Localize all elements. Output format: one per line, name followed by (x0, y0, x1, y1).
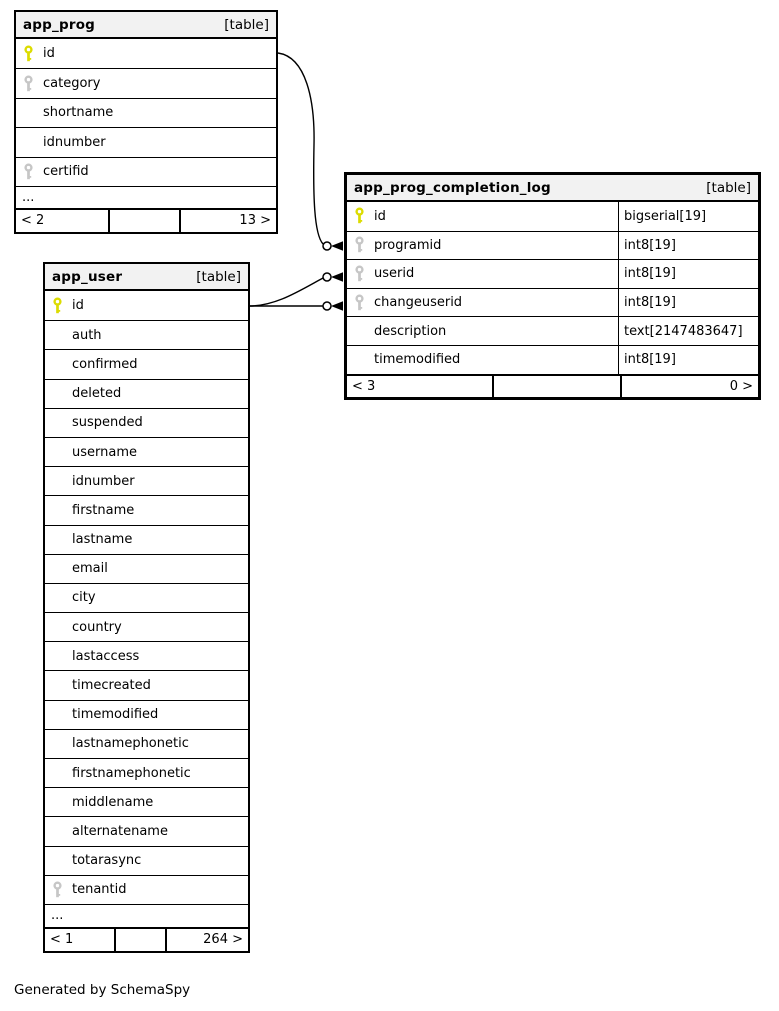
column-name-cell (45, 291, 248, 320)
column-name-cell (347, 346, 619, 374)
connector-app_prog-id-to-programid (278, 53, 323, 244)
table-name: app_prog (23, 16, 96, 33)
column-name-cell (45, 321, 248, 349)
connector-app_user-id-to-userid (249, 278, 323, 306)
footer-children-count: 13 > (179, 210, 276, 232)
column-name-cell (45, 409, 248, 437)
column-row-timemodified (45, 700, 248, 729)
column-name: timemodified (72, 707, 159, 723)
column-name-cell (45, 788, 248, 816)
column-row-lastaccess (45, 641, 248, 670)
column-name-cell (45, 584, 248, 612)
table-header[interactable] (16, 12, 276, 39)
ellipsis-row: ... (45, 904, 248, 927)
column-name-cell (16, 39, 276, 68)
column-row-firstnamephonetic (45, 758, 248, 787)
ellipsis-row: ... (16, 186, 276, 208)
column-name-cell (16, 158, 276, 186)
fk-arrowhead-programid (331, 241, 343, 251)
footer-children-count: 0 > (620, 376, 758, 397)
column-name: id (374, 208, 386, 224)
column-name: city (72, 590, 96, 606)
key-slot (354, 294, 374, 312)
column-name: email (72, 561, 108, 577)
column-row-middlename (45, 787, 248, 816)
column-row-firstname (45, 495, 248, 524)
footer-parents-count: < 1 (50, 932, 74, 948)
column-row-shortname (16, 98, 276, 127)
fk-arrowhead-changeuserid (331, 301, 343, 311)
column-row-changeuserid (347, 288, 758, 317)
column-name: alternatename (72, 823, 168, 839)
column-type: int8[19] (624, 352, 676, 368)
table-footer (16, 208, 276, 232)
primary-key-icon (52, 297, 63, 315)
column-name: lastaccess (72, 648, 140, 664)
column-name: programid (374, 237, 442, 253)
table-footer (45, 927, 248, 951)
column-name: middlename (72, 794, 154, 810)
column-name: shortname (43, 105, 114, 121)
column-name-cell (347, 232, 619, 260)
column-row-category (16, 68, 276, 97)
table-rows (16, 39, 276, 186)
column-row-programid (347, 231, 758, 260)
column-type: int8[19] (624, 237, 676, 253)
key-slot (354, 236, 374, 254)
column-name-cell (16, 69, 276, 97)
column-row-description (347, 316, 758, 345)
column-name: id (72, 298, 84, 314)
column-row-timecreated (45, 670, 248, 699)
column-name-cell (45, 380, 248, 408)
column-name: firstname (72, 502, 135, 518)
column-name-cell (45, 847, 248, 875)
key-slot (52, 881, 72, 899)
column-name: firstnamephonetic (72, 765, 191, 781)
footer-children-count: 264 > (165, 929, 248, 951)
column-row-alternatename (45, 816, 248, 845)
column-type: int8[19] (624, 295, 676, 311)
column-name-cell (45, 730, 248, 758)
footer-middle-cell (108, 210, 179, 232)
column-name: confirmed (72, 356, 138, 372)
column-name: userid (374, 266, 415, 282)
column-row-totarasync (45, 846, 248, 875)
footer-middle-cell (492, 376, 620, 397)
table-type-label: [table] (196, 268, 241, 285)
column-name-cell (45, 526, 248, 554)
key-slot (354, 207, 374, 225)
column-type: int8[19] (624, 266, 676, 282)
foreign-key-icon (23, 75, 34, 93)
table-name: app_user (52, 268, 123, 285)
footer-parents-count: < 3 (352, 378, 376, 394)
column-row-lastname (45, 525, 248, 554)
column-row-timemodified (347, 345, 758, 374)
fk-circle-userid (323, 273, 331, 281)
column-name-cell (45, 876, 248, 904)
table-app_prog_completion_log[interactable] (344, 172, 761, 400)
column-name: idnumber (43, 134, 106, 150)
column-name: country (72, 619, 122, 635)
column-row-id (45, 291, 248, 320)
column-name-cell (347, 260, 619, 288)
table-app_prog[interactable] (14, 10, 278, 234)
key-slot (23, 45, 43, 63)
table-type-label: [table] (706, 179, 751, 196)
column-name: timemodified (374, 352, 461, 368)
column-name-cell (45, 759, 248, 787)
column-name-cell (45, 701, 248, 729)
column-name-cell (45, 467, 248, 495)
column-row-idnumber (16, 127, 276, 156)
column-name: certifid (43, 164, 89, 180)
column-name-cell (45, 350, 248, 378)
fk-circle-programid (323, 242, 331, 250)
table-name: app_prog_completion_log (354, 179, 551, 196)
column-row-userid (347, 259, 758, 288)
column-name: deleted (72, 386, 122, 402)
table-rows (45, 291, 248, 904)
column-name: lastname (72, 532, 133, 548)
column-name: description (374, 323, 447, 339)
column-name-cell (16, 128, 276, 156)
column-row-suspended (45, 408, 248, 437)
key-slot (52, 297, 72, 315)
column-name: idnumber (72, 473, 135, 489)
column-type: bigserial[19] (624, 208, 707, 224)
primary-key-icon (354, 207, 365, 225)
table-app_user[interactable] (43, 262, 250, 953)
footer-parents-count: < 2 (21, 213, 45, 229)
column-name: id (43, 46, 55, 62)
column-name: tenantid (72, 882, 127, 898)
foreign-key-icon (52, 881, 63, 899)
column-name: suspended (72, 415, 143, 431)
column-row-confirmed (45, 349, 248, 378)
table-footer (347, 374, 758, 397)
table-header[interactable] (347, 175, 758, 202)
column-name: timecreated (72, 678, 151, 694)
column-row-id (347, 202, 758, 231)
column-row-idnumber (45, 466, 248, 495)
column-type: text[2147483647] (624, 323, 743, 339)
key-slot (23, 163, 43, 181)
column-row-tenantid (45, 875, 248, 904)
foreign-key-icon (354, 294, 365, 312)
foreign-key-icon (354, 265, 365, 283)
primary-key-icon (23, 45, 34, 63)
column-name: username (72, 444, 137, 460)
column-name: lastnamephonetic (72, 736, 189, 752)
foreign-key-icon (354, 236, 365, 254)
column-name-cell (16, 99, 276, 127)
column-name-cell (347, 202, 619, 231)
column-row-certifid (16, 157, 276, 186)
column-name-cell (347, 289, 619, 317)
fk-arrowhead-userid (331, 272, 343, 282)
column-name-cell (45, 613, 248, 641)
column-row-country (45, 612, 248, 641)
column-name-cell (45, 671, 248, 699)
column-name-cell (45, 438, 248, 466)
table-type-label: [table] (224, 16, 269, 33)
column-row-deleted (45, 379, 248, 408)
column-row-email (45, 554, 248, 583)
column-name-cell (45, 817, 248, 845)
column-name: changeuserid (374, 295, 463, 311)
column-name: auth (72, 327, 102, 343)
column-row-username (45, 437, 248, 466)
column-name-cell (45, 496, 248, 524)
table-header[interactable] (45, 264, 248, 291)
fk-circle-changeuserid (323, 302, 331, 310)
key-slot (23, 75, 43, 93)
column-name: category (43, 76, 101, 92)
column-row-auth (45, 320, 248, 349)
column-name-cell (45, 642, 248, 670)
column-row-city (45, 583, 248, 612)
key-slot (354, 265, 374, 283)
footer-middle-cell (114, 929, 165, 951)
column-row-lastnamephonetic (45, 729, 248, 758)
column-name: totarasync (72, 853, 142, 869)
column-row-id (16, 39, 276, 68)
column-name-cell (45, 555, 248, 583)
column-name-cell (347, 317, 619, 345)
generated-by-note: Generated by SchemaSpy (14, 982, 191, 998)
foreign-key-icon (23, 163, 34, 181)
table-rows (347, 202, 758, 374)
